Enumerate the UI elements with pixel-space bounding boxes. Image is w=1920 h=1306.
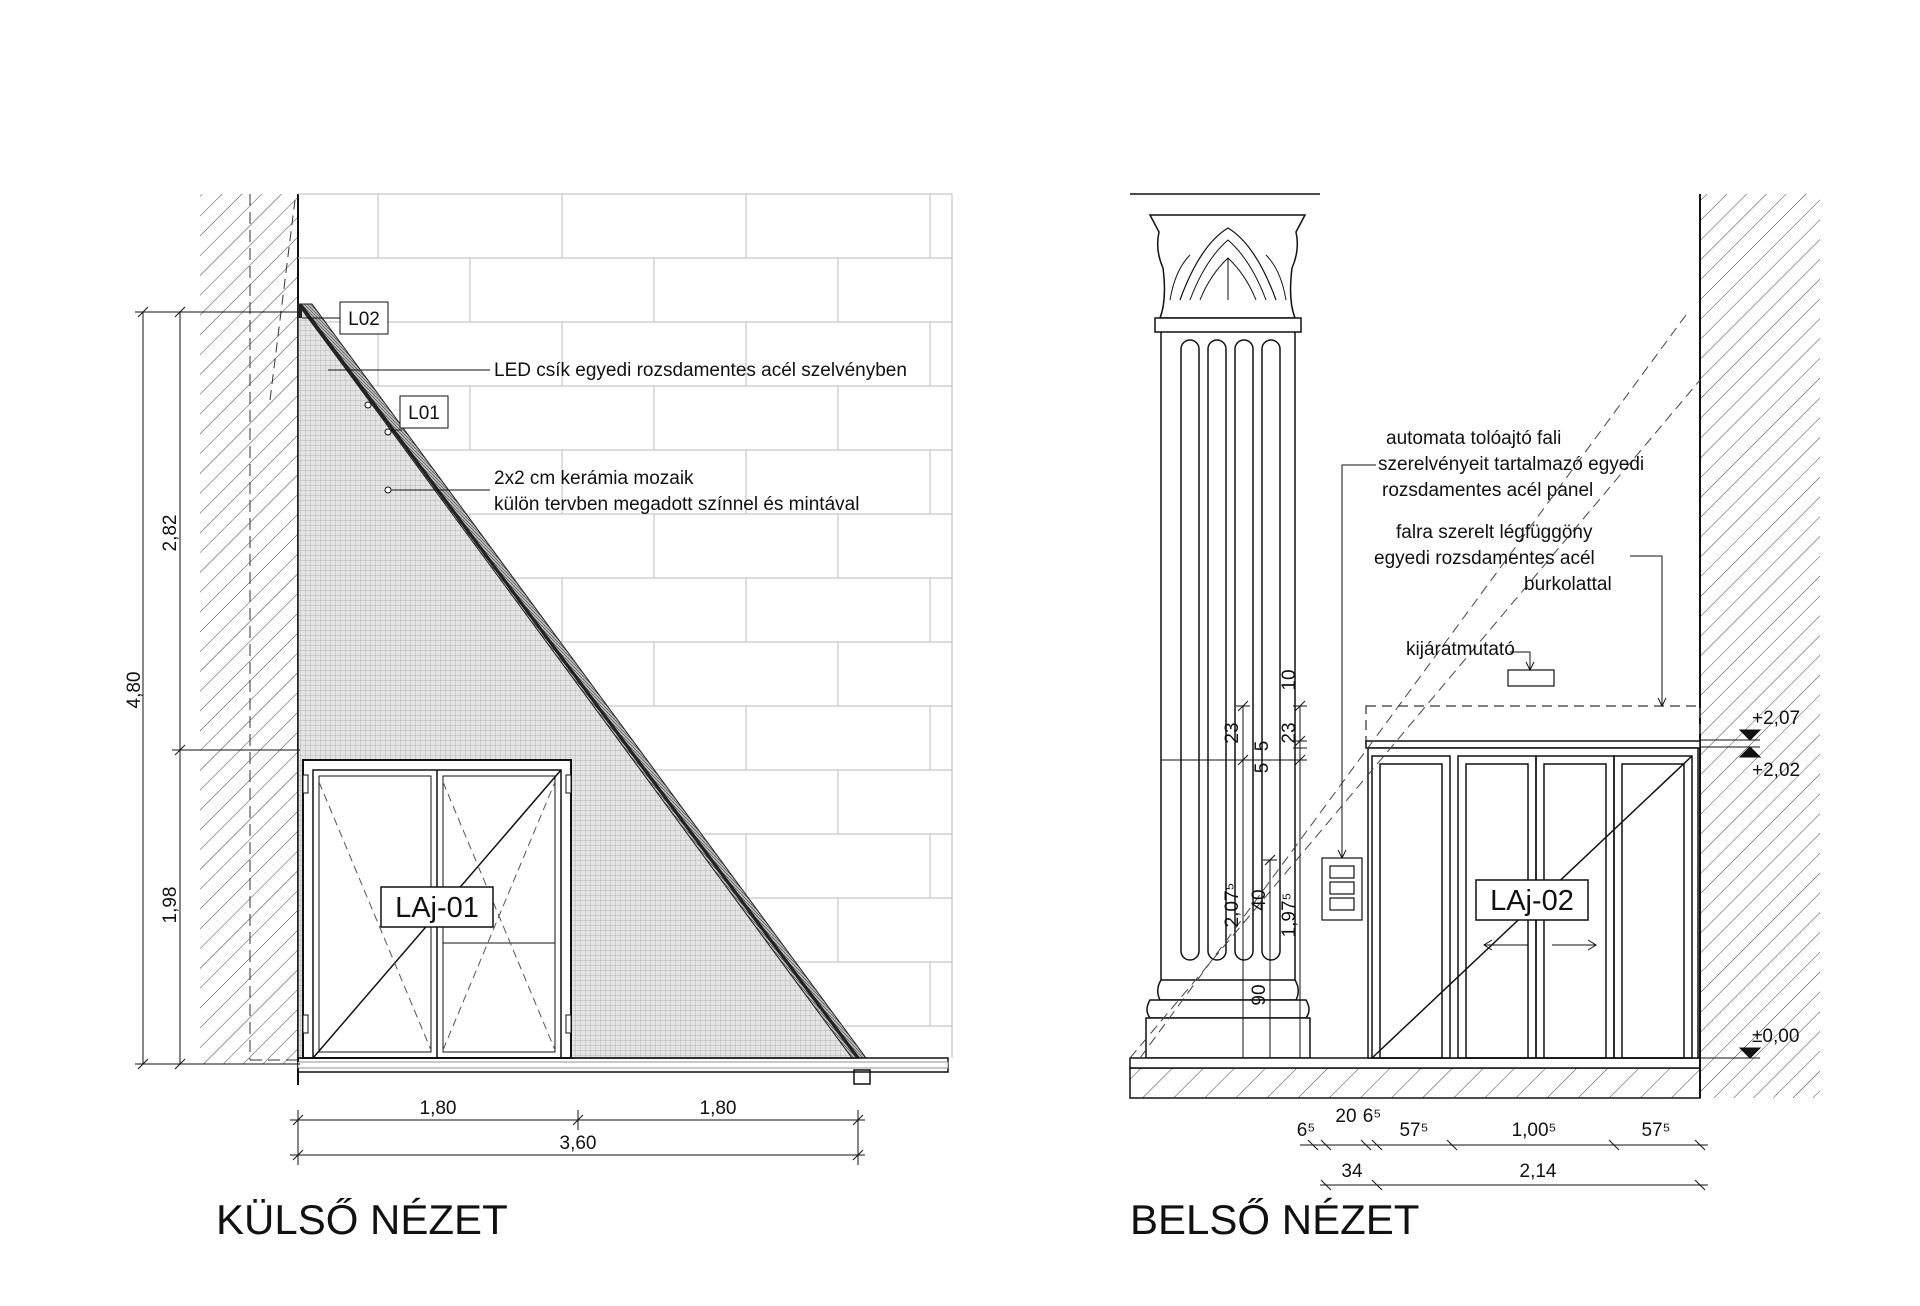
dim-width-total: 3,60: [559, 1133, 597, 1154]
level-floor: ±0,00: [1752, 1026, 1800, 1047]
exterior-view: [124, 194, 952, 1243]
dim-10: 10: [1279, 669, 1300, 691]
dim-40: 40: [1249, 889, 1270, 911]
dim-23b: 23: [1279, 722, 1300, 744]
exit-sign-icon: [1508, 670, 1554, 686]
dim-h-575a: 57⁵: [1399, 1120, 1429, 1141]
dim-height-total: 4,80: [124, 671, 145, 709]
dim-5a: 5: [1252, 740, 1273, 752]
dim-h-34: 34: [1341, 1161, 1363, 1182]
dim-h-214: 2,14: [1519, 1161, 1557, 1182]
dim-2075: 2,07⁵: [1222, 882, 1243, 928]
note-mosaic-line1: 2x2 cm kerámia mozaik: [494, 468, 694, 489]
right-wall-hatch: [1700, 194, 1820, 1098]
dim-90: 90: [1249, 984, 1270, 1006]
dim-5b: 5: [1252, 762, 1273, 774]
level-mid: +2,02: [1752, 760, 1801, 781]
floor-slab: [1130, 1068, 1700, 1098]
dim-h-20: 20: [1335, 1106, 1357, 1127]
door-tag-laj-01: LAj-01: [395, 892, 479, 924]
dim-23a: 23: [1222, 722, 1243, 744]
dim-h-65b: 6⁵: [1362, 1106, 1382, 1127]
left-wall-hatch: [200, 194, 298, 1064]
dim-h-575b: 57⁵: [1641, 1120, 1671, 1141]
note-panel-line1: automata tolóajtó fali: [1386, 428, 1562, 449]
note-curtain-line3: burkolattal: [1524, 574, 1612, 595]
note-curtain-line2: egyedi rozsdamentes acél: [1374, 548, 1595, 569]
light-tag-l01: L01: [408, 403, 440, 424]
interior-view: [1130, 194, 1820, 1243]
note-led-strip: LED csík egyedi rozsdamentes acél szelvényben: [494, 360, 907, 381]
door-tag-laj-02: LAj-02: [1490, 885, 1574, 917]
note-panel-line2: szerelvényeit tartalmazó egyedi: [1378, 454, 1645, 475]
note-panel-line3: rozsdamentes acél panel: [1382, 480, 1594, 501]
dim-width-left: 1,80: [419, 1098, 457, 1119]
light-tag-l02: L02: [348, 309, 380, 330]
dim-width-right: 1,80: [699, 1098, 737, 1119]
title-exterior-view: KÜLSŐ NÉZET: [216, 1196, 508, 1243]
dim-h-1005: 1,00⁵: [1511, 1120, 1557, 1141]
dim-h-65a: 6⁵: [1296, 1120, 1316, 1141]
level-top: +2,07: [1752, 708, 1801, 729]
note-mosaic-line2: külön tervben megadott színnel és mintával: [494, 494, 860, 515]
dim-1975: 1,97⁵: [1279, 892, 1300, 938]
title-interior-view: BELSŐ NÉZET: [1130, 1196, 1420, 1243]
automatic-door-control-panel: [1322, 858, 1362, 920]
dim-height-upper: 2,82: [160, 514, 181, 552]
note-curtain-line1: falra szerelt légfüggöny: [1396, 522, 1593, 543]
note-exit-sign: kijáratmutató: [1406, 639, 1515, 660]
dim-height-lower: 1,98: [160, 886, 181, 924]
